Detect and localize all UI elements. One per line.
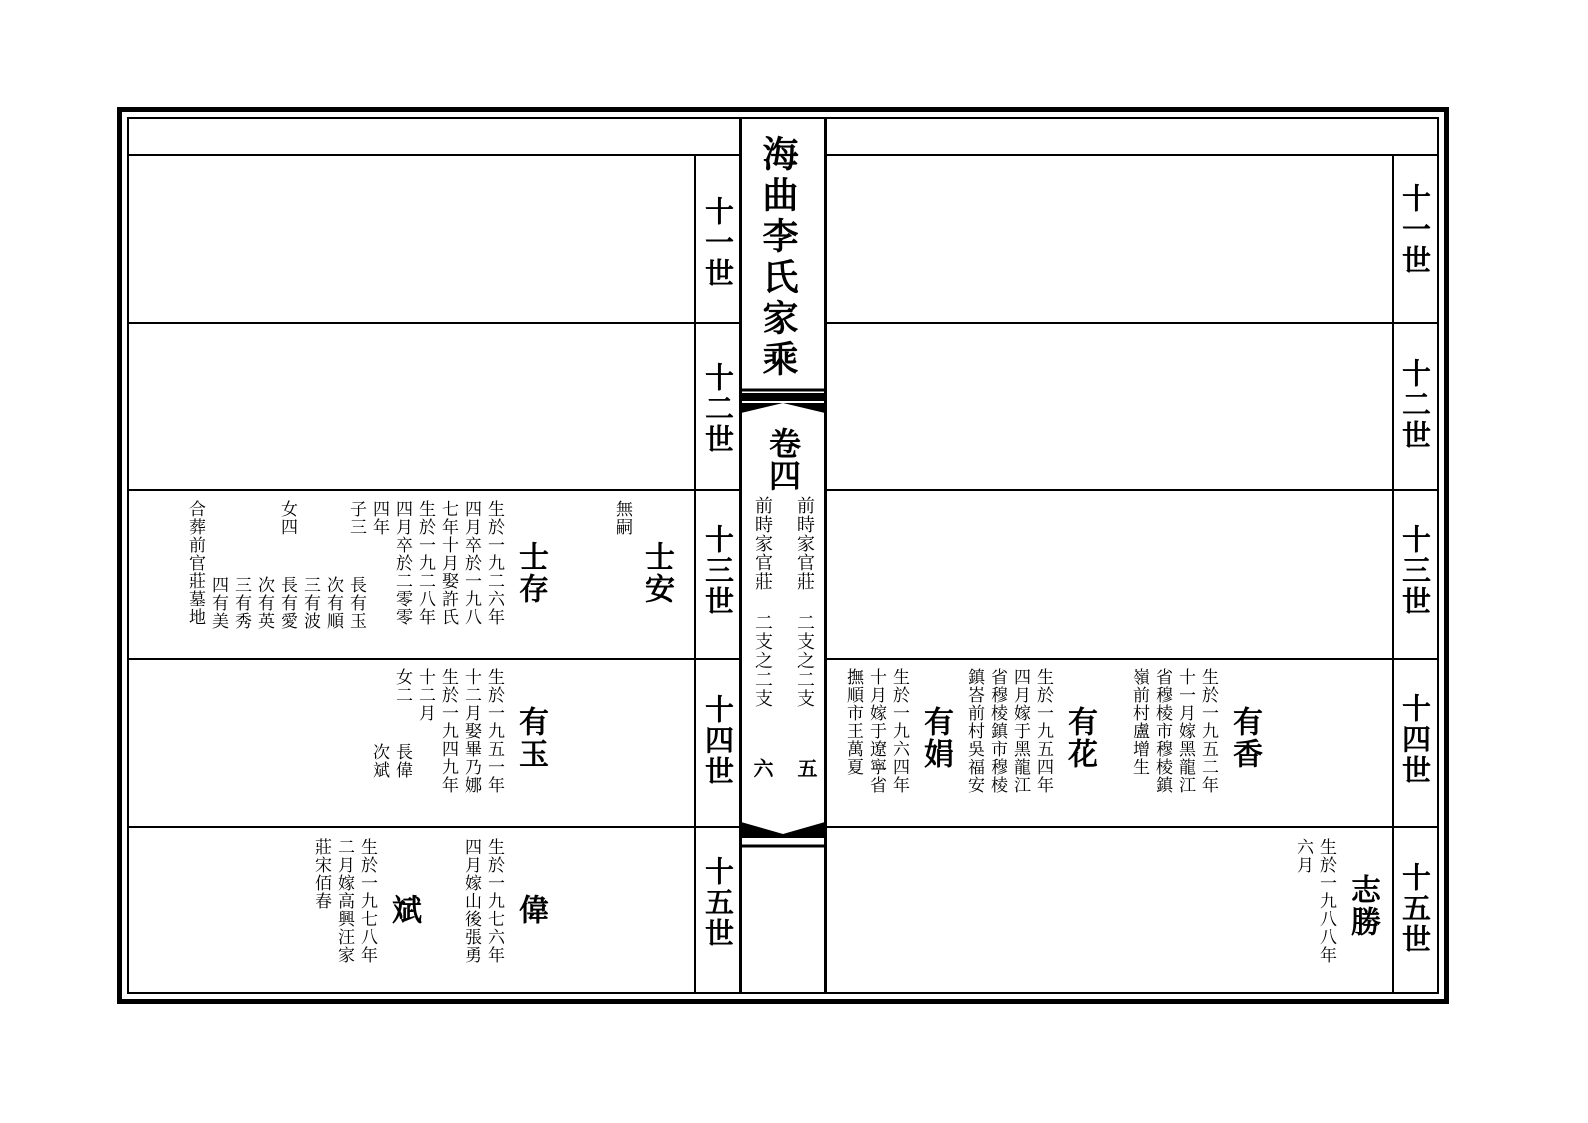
daughter-entry: 三有秀: [231, 576, 251, 630]
right-gen-label-15: 十五世: [1398, 862, 1432, 955]
bio-line: 四月卒於二零零: [392, 500, 412, 626]
page-number-left: 六: [750, 758, 774, 778]
bio-line: 生於一九七六年: [484, 838, 504, 964]
child-entry: 長偉: [392, 743, 412, 779]
bio-line: 四年: [369, 500, 389, 536]
bio-line: 四月卒於一九八: [461, 500, 481, 626]
bio-line: 生於一九七八年: [357, 838, 377, 964]
bio-line: 撫順市王萬夏: [843, 668, 863, 776]
son-entry: 長有玉: [346, 576, 366, 630]
bio-line: 生於一九二六年: [484, 500, 504, 626]
bio-line: 生於一九五四年: [1033, 668, 1053, 794]
bio-line: 省穆棱市穆棱鎮: [1152, 668, 1172, 794]
person-name-you-yu: 有玉: [513, 706, 548, 770]
bio-line: 十二月娶畢乃娜: [461, 668, 481, 794]
person-name-you-xiang: 有香: [1227, 706, 1262, 770]
bio-line: 生於一九八八年: [1316, 838, 1336, 964]
bio-line: 生於一九六四年: [889, 668, 909, 794]
child-entry: 次斌: [369, 743, 389, 779]
note-no-heir: 無嗣: [612, 500, 632, 536]
left-gen-label-12: 十二世: [701, 362, 735, 455]
daughter-entry: 長有愛: [277, 576, 297, 630]
bio-line: 十月嫁于遼寧省: [866, 668, 886, 794]
left-gen-label-15: 十五世: [701, 856, 735, 949]
left-gen-label-13: 十三世: [701, 524, 735, 617]
bio-line: 七年十月娶許氏: [438, 500, 458, 626]
bio-line: 生於一九四九年: [438, 668, 458, 794]
page-number-right: 五: [794, 758, 818, 778]
bio-line: 二月嫁高興汪家: [334, 838, 354, 964]
person-name-wei: 偉: [513, 894, 548, 926]
bio-line: 嶺前村盧增生: [1129, 668, 1149, 776]
bio-line: 省穆棱鎮市穆棱: [987, 668, 1007, 794]
right-gen-label-12: 十二世: [1398, 358, 1432, 451]
left-gen-label-11: 十一世: [701, 196, 735, 289]
person-name-shi-an: 士安: [639, 541, 674, 605]
bio-line: 六月: [1293, 838, 1313, 874]
branch-label-left: 前時家官莊 二支之二支: [752, 496, 773, 708]
person-name-bin: 斌: [386, 894, 421, 926]
bio-line: 四月嫁于黑龍江: [1010, 668, 1030, 794]
bio-line: 生於一九五一年: [484, 668, 504, 794]
bio-line: 莊宋佰春: [311, 838, 331, 910]
volume-label: 卷四: [764, 427, 802, 491]
daughter-entry: 次有英: [254, 576, 274, 630]
bio-line: 十二月: [415, 668, 435, 722]
daughters-label: 女四: [277, 500, 297, 536]
person-name-shi-cun: 士存: [513, 541, 548, 605]
son-entry: 三有波: [300, 576, 320, 630]
bio-line: 生於一九五二年: [1198, 668, 1218, 794]
bio-line: 生於一九二八年: [415, 500, 435, 626]
daughter-entry: 四有美: [208, 576, 228, 630]
right-gen-label-11: 十一世: [1398, 183, 1432, 276]
person-name-zhi-sheng: 志勝: [1345, 874, 1380, 938]
person-name-you-juan: 有娟: [918, 706, 953, 770]
right-gen-label-14: 十四世: [1398, 693, 1432, 786]
bio-line: 四月嫁山後張勇: [461, 838, 481, 964]
bio-line: 十一月嫁黑龍江: [1175, 668, 1195, 794]
bio-line: 子三: [346, 500, 366, 536]
person-name-you-hua: 有花: [1062, 706, 1097, 770]
bio-line: 鎮峇前村吳福安: [964, 668, 984, 794]
burial-note: 合葬前官莊墓地: [185, 500, 205, 626]
left-gen-label-14: 十四世: [701, 694, 735, 787]
son-entry: 次有順: [323, 576, 343, 630]
right-gen-label-13: 十三世: [1398, 524, 1432, 617]
branch-label-right: 前時家官莊 二支之二支: [794, 496, 815, 708]
bio-line: 女二: [392, 668, 412, 704]
book-title: 海曲李氏家乘: [757, 135, 799, 381]
